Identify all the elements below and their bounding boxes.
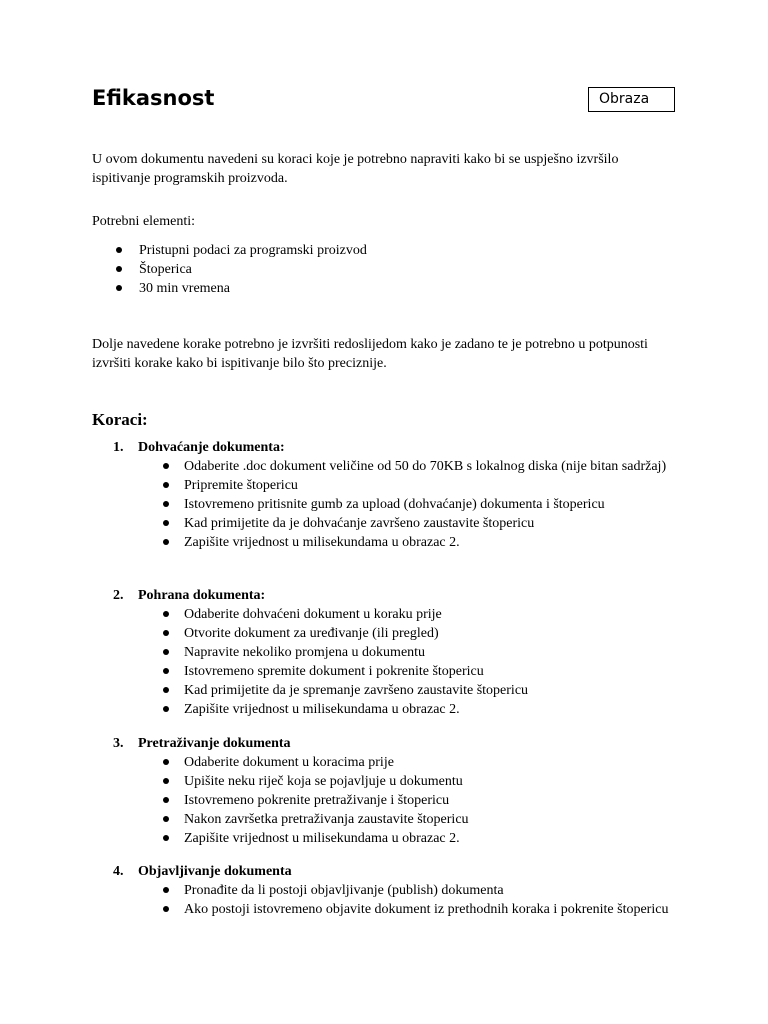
list-item: Zapišite vrijednost u milisekundama u obrazac 2. [92,829,674,848]
step-3 [92,734,692,848]
step-2 [92,586,692,719]
step-items [92,457,692,552]
list-item: Odaberite dokument u koracima prije [92,753,674,772]
page-title: Efikasnost [92,86,215,110]
list-item: Nakon završetka pretraživanja zaustavite štopericu [92,810,674,829]
list-item: Kad primijetite da je spremanje završeno zaustavite štopericu [92,681,674,700]
list-item: Istovremeno pritisnite gumb za upload (dohvaćanje) dokumenta i štopericu [92,495,674,514]
requirements-list [92,241,367,298]
list-item: Upišite neku riječ koja se pojavljuje u dokumentu [92,772,674,791]
step-title-text: Pohrana dokumenta: [138,588,266,603]
list-item: Otvorite dokument za uređivanje (ili pregled) [92,624,674,643]
form-tag-box: Obraza [588,87,675,112]
step-title [92,734,692,753]
list-item: Odaberite .doc dokument veličine od 50 do 70KB s lokalnog diska (nije bitan sadržaj) [92,457,674,476]
list-item: Istovremeno pokrenite pretraživanje i štopericu [92,791,674,810]
step-items [92,605,692,719]
order-note-paragraph: Dolje navedene korake potrebno je izvršiti redoslijedom kako je zadano te je potrebno u potpunosti izvršiti korake kako bi ispitivanje bilo što preciznije. [92,337,648,371]
step-4 [92,862,692,919]
step-number: 3. [113,736,124,751]
list-item: Pripremite štopericu [92,476,674,495]
list-item: Kad primijetite da je dohvaćanje završeno zaustavite štopericu [92,514,674,533]
list-item: Istovremeno spremite dokument i pokrenite štopericu [92,662,674,681]
intro-paragraph: U ovom dokumentu navedeni su koraci koje je potrebno napraviti kako bi se uspješno izvršilo ispitivanje programskih proizvoda. [92,152,619,186]
step-items [92,753,692,848]
list-item: Zapišite vrijednost u milisekundama u obrazac 2. [92,533,674,552]
list-item: Ako postoji istovremeno objavite dokument iz prethodnih koraka i pokrenite štopericu [92,900,674,919]
list-item: Zapišite vrijednost u milisekundama u obrazac 2. [92,700,674,719]
step-title [92,862,692,881]
list-item: Pristupni podaci za programski proizvod [92,241,367,260]
step-items [92,881,692,919]
step-title-text: Dohvaćanje dokumenta: [138,440,285,455]
step-number: 4. [113,864,124,879]
list-item: Odaberite dohvaćeni dokument u koraku prije [92,605,674,624]
list-item: Pronađite da li postoji objavljivanje (publish) dokumenta [92,881,674,900]
step-number: 2. [113,588,124,603]
step-title [92,438,692,457]
list-item: 30 min vremena [92,279,367,298]
step-1 [92,438,692,552]
step-title-text: Pretraživanje dokumenta [138,736,291,751]
requirements-label: Potrebni elementi: [92,214,196,229]
step-title [92,586,692,605]
list-item: Napravite nekoliko promjena u dokumentu [92,643,674,662]
step-number: 1. [113,440,124,455]
list-item: Štoperica [92,260,367,279]
steps-heading: Koraci: [92,410,148,429]
step-title-text: Objavljivanje dokumenta [138,864,292,879]
